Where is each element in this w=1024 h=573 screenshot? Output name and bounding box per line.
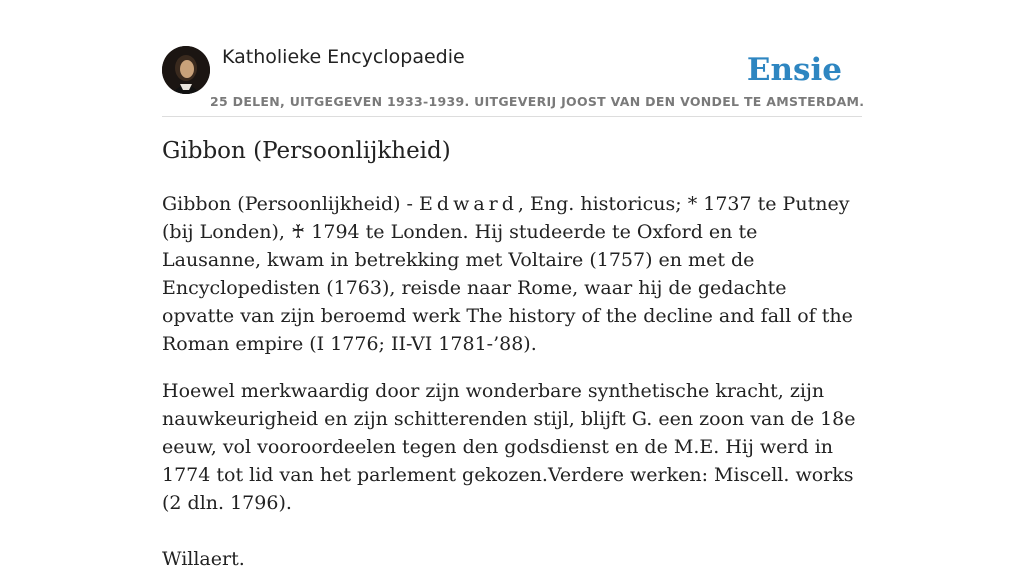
publication-meta: 25 DELEN, UITGEGEVEN 1933-1939. UITGEVERIJ JOOST VAN DEN VONDEL TE AMSTERDAM.	[210, 94, 865, 109]
brand-logo[interactable]: Ensie	[746, 52, 842, 88]
article	[162, 138, 862, 573]
article-paragraph-2: Hoewel merkwaardig door zijn wonderbare synthetische kracht, zijn nauwkeurigheid en zijn schitterenden stijl, blijft G. een zoon van de 18e eeuw, vol vooroordeelen tegen den godsdienst en de M.E. Hij werd in 1774 tot lid van het parlement gekozen.Verdere werken: Miscell. works (2 dln. 1796).	[162, 380, 856, 514]
site-title[interactable]: Katholieke Encyclopaedie	[222, 46, 465, 68]
paragraph-1-rest: , Eng. historicus; * 1737 te Putney (bij Londen), ♰ 1794 te Londen. Hij studeerde te Oxford en te Lausanne, kwam in betrekking met Voltaire (1757) en met de Encyclopedisten (1763), reisde naar Rome, waar hij de gedachte opvatte van zijn beroemd werk The history of the decline and fall of the Roman empire (I 1776; II-VI 1781-’88).	[162, 193, 853, 355]
article-author: Willaert.	[162, 548, 245, 570]
paragraph-1-prefix: Gibbon (Persoonlijkheid) -	[162, 193, 420, 215]
article-title: Gibbon (Persoonlijkheid)	[162, 138, 451, 164]
site-header	[162, 46, 865, 117]
article-paragraph-1	[162, 190, 862, 358]
portrait-avatar-icon[interactable]	[162, 46, 210, 94]
person-name: Edward	[419, 193, 518, 215]
